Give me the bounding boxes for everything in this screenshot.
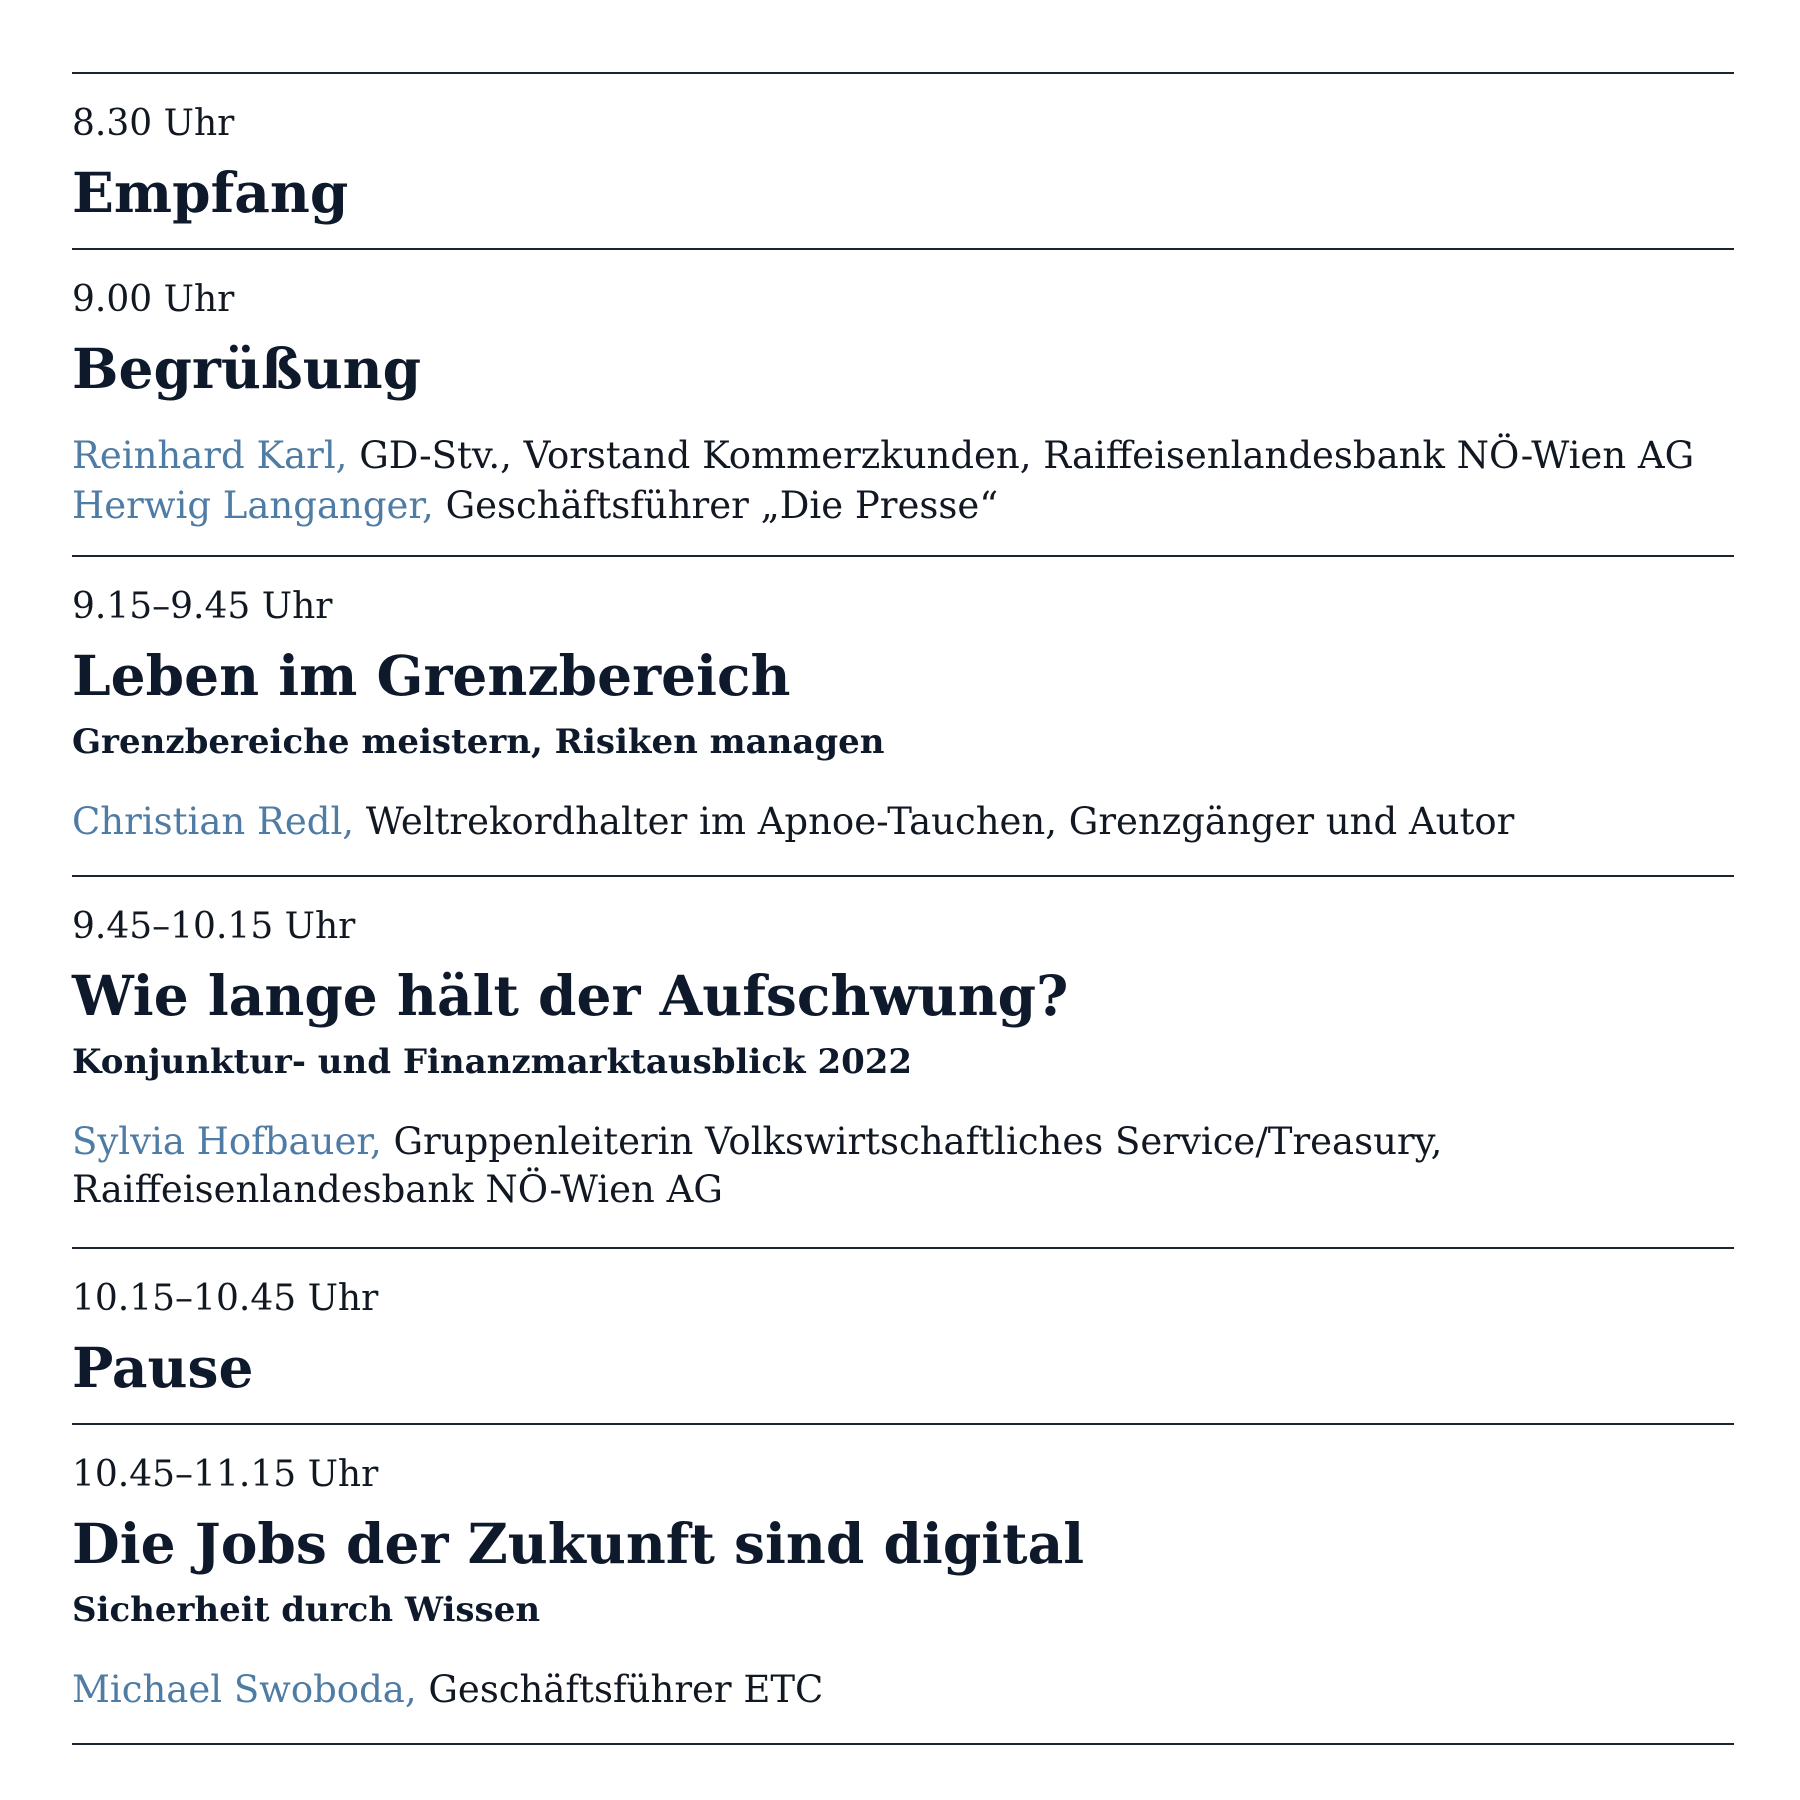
session-time: 10.45–11.15 Uhr	[72, 1454, 379, 1495]
speaker-line	[72, 798, 1514, 846]
speaker-name: Herwig Langanger,	[72, 484, 434, 527]
session-title: Wie lange hält der Aufschwung?	[72, 963, 1069, 1028]
session-title: Die Jobs der Zukunft sind digital	[72, 1511, 1085, 1576]
session-item	[72, 1425, 1734, 1743]
session-item	[72, 1249, 1734, 1423]
session-title: Pause	[72, 1335, 254, 1400]
session-subtitle: Sicherheit durch Wissen	[72, 1590, 541, 1630]
session-time: 9.00 Uhr	[72, 279, 235, 320]
speaker-name: Reinhard Karl,	[72, 434, 348, 477]
session-title: Begrüßung	[72, 336, 422, 401]
session-time: 8.30 Uhr	[72, 103, 235, 144]
session-time: 9.15–9.45 Uhr	[72, 586, 333, 627]
speaker-line	[72, 1666, 823, 1714]
speaker-line	[72, 432, 1694, 480]
speaker-role: GD-Stv., Vorstand Kommerzkunden, Raiffeisenlandesbank NÖ-Wien AG	[359, 434, 1695, 477]
speaker-line	[72, 1118, 1442, 1214]
session-item	[72, 250, 1734, 555]
speaker-role: Weltrekordhalter im Apnoe-Tauchen, Grenzgänger und Autor	[365, 800, 1515, 843]
speaker-name: Christian Redl,	[72, 800, 355, 843]
session-item	[72, 877, 1734, 1247]
session-time: 10.15–10.45 Uhr	[72, 1278, 379, 1319]
speaker-name: Sylvia Hofbauer,	[72, 1120, 382, 1163]
session-subtitle: Konjunktur- und Finanzmarktausblick 2022	[72, 1042, 913, 1082]
program-schedule	[72, 72, 1734, 1745]
speaker-line	[72, 482, 998, 530]
session-subtitle: Grenzbereiche meistern, Risiken managen	[72, 722, 885, 762]
session-item	[72, 74, 1734, 248]
speaker-role: Gruppenleiterin Volkswirtschaftliches Service/Treasury,	[393, 1120, 1443, 1163]
speaker-role-continued: Raiffeisenlandesbank NÖ-Wien AG	[72, 1168, 723, 1211]
session-time: 9.45–10.15 Uhr	[72, 906, 356, 947]
divider	[72, 1743, 1734, 1745]
speaker-name: Michael Swoboda,	[72, 1668, 417, 1711]
speaker-role: Geschäftsführer „Die Presse“	[445, 484, 999, 527]
session-title: Empfang	[72, 160, 349, 225]
speaker-role: Geschäftsführer ETC	[428, 1668, 824, 1711]
session-item	[72, 557, 1734, 875]
session-title: Leben im Grenzbereich	[72, 643, 791, 708]
